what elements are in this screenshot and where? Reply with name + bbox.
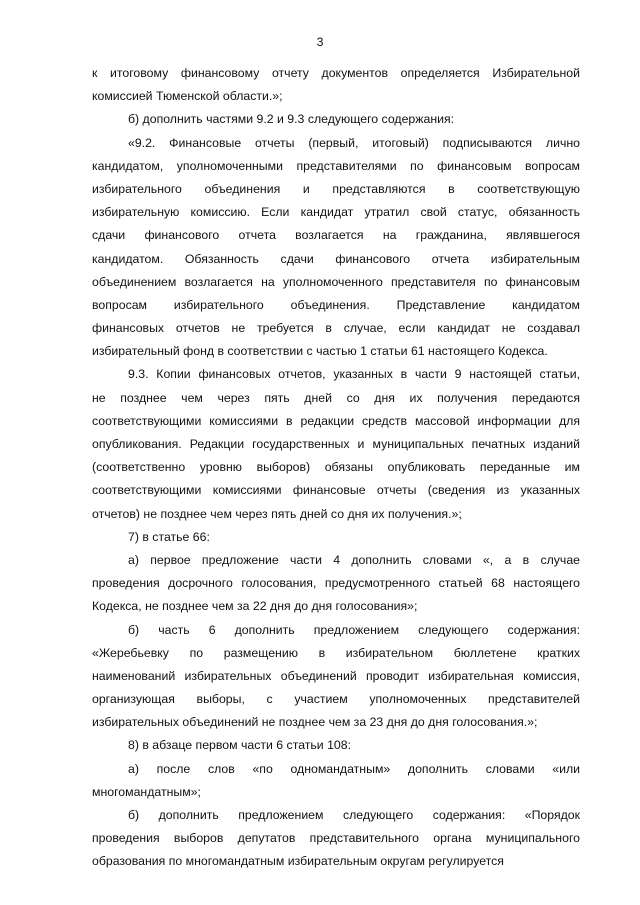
- text-line: сдачи финансового отчета возлагается на гражданина, являвшегося: [92, 228, 580, 243]
- text-line: б) дополнить предложением следующего содержания: «Порядок: [128, 808, 580, 822]
- paragraph: [92, 734, 580, 757]
- text-line: проведения выборов депутатов представительного органа муниципального: [92, 831, 580, 846]
- paragraph: [92, 549, 580, 619]
- text-line: 8) в абзаце первом части 6 статьи 108:: [128, 738, 352, 753]
- text-line: вопросам избирательного объединения. Представление кандидатом: [92, 297, 580, 312]
- page-number: 3: [316, 35, 324, 49]
- text-line: 9.3. Копии финансовых отчетов, указанных в части 9 настоящей статьи,: [128, 367, 580, 382]
- text-line: отчетов) не позднее чем через пять дней со дня их получения.»;: [92, 506, 462, 521]
- text-line: избирательный фонд в соответствии с частью 1 статьи 61 настоящего Кодекса.: [92, 344, 548, 359]
- paragraph: [92, 108, 580, 131]
- text-line: соответствующими комиссиями в редакции средств массовой информации для: [92, 413, 580, 428]
- text-line: многомандатным»;: [92, 784, 201, 799]
- paragraph: [92, 363, 580, 525]
- text-line: б) дополнить частями 9.2 и 9.3 следующего содержания:: [128, 112, 455, 127]
- text-line: кандидатом. Обязанность сдачи финансового отчета избирательным: [92, 251, 580, 266]
- paragraph: [92, 619, 580, 735]
- text-line: б) часть 6 дополнить предложением следующего содержания:: [128, 622, 580, 637]
- text-line: наименований избирательных объединений проводит избирательная комиссия,: [92, 668, 580, 683]
- text-line: не позднее чем через пять дней со дня их получения передаются: [92, 390, 580, 405]
- text-line: а) после слов «по одномандатным» дополнить словами «или: [128, 761, 580, 776]
- paragraph: [92, 132, 580, 364]
- text-line: образования по многомандатным избирательным округам регулируется: [92, 854, 504, 869]
- text-line: 7) в статье 66:: [128, 529, 210, 544]
- text-line: избирательных объединений не позднее чем за 23 дня до дня голосования.»;: [92, 715, 538, 730]
- document-body: [92, 62, 580, 874]
- text-line: объединением возлагается на уполномоченного представителя по финансовым: [92, 274, 580, 289]
- paragraph: [92, 758, 580, 804]
- text-line: избирательную комиссию. Если кандидат утратил свой статус, обязанность: [92, 205, 580, 220]
- text-line: опубликования. Редакции государственных и муниципальных печатных изданий: [92, 437, 580, 451]
- text-line: комиссией Тюменской области.»;: [92, 89, 283, 104]
- paragraph: [92, 804, 580, 874]
- text-line: соответствующими комиссиями финансовые отчеты (сведения из указанных: [92, 483, 580, 498]
- text-line: кандидатом, уполномоченными представителями по финансовым вопросам: [92, 158, 580, 173]
- text-line: избирательного объединения и представляются в соответствующую: [92, 181, 580, 196]
- text-line: «Жеребьевку по размещению в избирательном бюллетене кратких: [92, 645, 580, 660]
- text-line: «9.2. Финансовые отчеты (первый, итоговый) подписываются лично: [128, 135, 580, 150]
- paragraph: [92, 62, 580, 108]
- text-line: проведения досрочного голосования, предусмотренного статьей 68 настоящего: [92, 576, 580, 591]
- text-line: организующая выборы, с участием уполномоченных представителей: [92, 692, 580, 707]
- text-line: к итоговому финансовому отчету документов определяется Избирательной: [92, 66, 580, 80]
- text-line: финансовых отчетов не требуется в случае, если кандидат не создавал: [92, 321, 580, 336]
- text-line: а) первое предложение части 4 дополнить словами «, а в случае: [128, 552, 580, 567]
- text-line: (соответственно уровню выборов) обязаны опубликовать переданные им: [92, 460, 580, 475]
- paragraph: [92, 526, 580, 549]
- text-line: Кодекса, не позднее чем за 22 дня до дня голосования»;: [92, 599, 418, 614]
